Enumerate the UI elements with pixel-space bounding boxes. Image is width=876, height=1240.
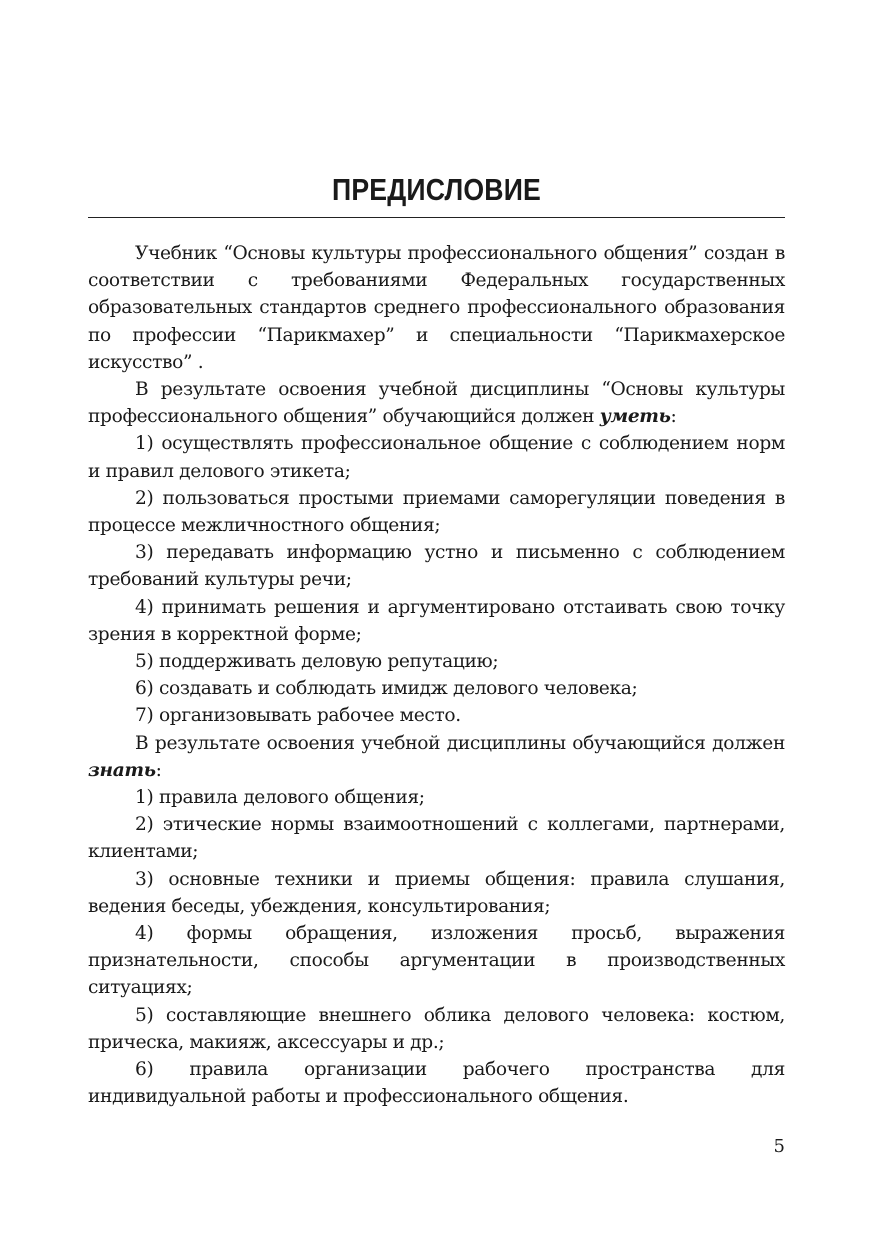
page-title: ПРЕДИСЛОВИЕ [331, 172, 542, 207]
skills-item-1: 1) осуществлять профессиональное общение с соблюдением норм и правил делового этикета; [88, 433, 785, 482]
knowledge-item-6: 6) правила организации рабочего пространства для индивидуальной работы и профессионального общения. [88, 1059, 785, 1108]
knowledge-keyword: знать [88, 759, 156, 781]
knowledge-item-5: 5) составляющие внешнего облика делового человека: костюм, прическа, макияж, аксессуары и др.; [88, 1004, 785, 1053]
skills-lead-text: В результате освоения учебной дисциплины “Основы культуры профессионального общения” обучающийся должен [88, 379, 785, 428]
skills-item-2: 2) пользоваться простыми приемами саморегуляции поведения в процессе межличностного общения; [88, 487, 785, 537]
knowledge-item-2: 2) этические нормы взаимоотношений с коллегами, партнерами, клиентами; [88, 814, 785, 863]
preface-body [88, 240, 785, 1111]
book-page [88, 0, 785, 1240]
page-number: 5 [773, 1136, 785, 1157]
skills-item-4: 4) принимать решения и аргументировано отстаивать свою точку зрения в корректной форме; [88, 596, 785, 645]
skills-lead-paragraph: В результате освоения учебной дисциплины “Основы культуры профессионального общения” обучающийся должен уметь: [88, 379, 785, 428]
title-divider [88, 217, 785, 218]
knowledge-item-3: 3) основные техники и приемы общения: правила слушания, ведения беседы, убеждения, консультирования; [88, 868, 785, 917]
skills-item-6: 6) создавать и соблюдать имидж делового человека; [135, 678, 638, 700]
knowledge-lead-paragraph: В результате освоения учебной дисциплины обучающийся должен знать: [88, 732, 785, 781]
knowledge-lead-text: В результате освоения учебной дисциплины обучающийся должен [135, 732, 785, 754]
skills-item-5: 5) поддерживать деловую репутацию; [135, 651, 499, 673]
skills-item-3: 3) передавать информацию устно и письменно с соблюдением требований культуры речи; [88, 542, 785, 591]
intro-paragraph: Учебник “Основы культуры профессионального общения” создан в соответствии с требованиями Федеральных государственных образовательных стандартов среднего профессионального образования по профессии “Парикмахер” и специальности “Парикмахерское искусство” . [88, 243, 785, 373]
knowledge-item-1: 1) правила делового общения; [135, 787, 425, 809]
skills-item-7: 7) организовывать рабочее место. [135, 705, 461, 727]
knowledge-item-4: 4) формы обращения, изложения просьб, выражения признательности, способы аргументации в производственных ситуациях; [88, 923, 785, 999]
skills-keyword: уметь [599, 406, 671, 428]
